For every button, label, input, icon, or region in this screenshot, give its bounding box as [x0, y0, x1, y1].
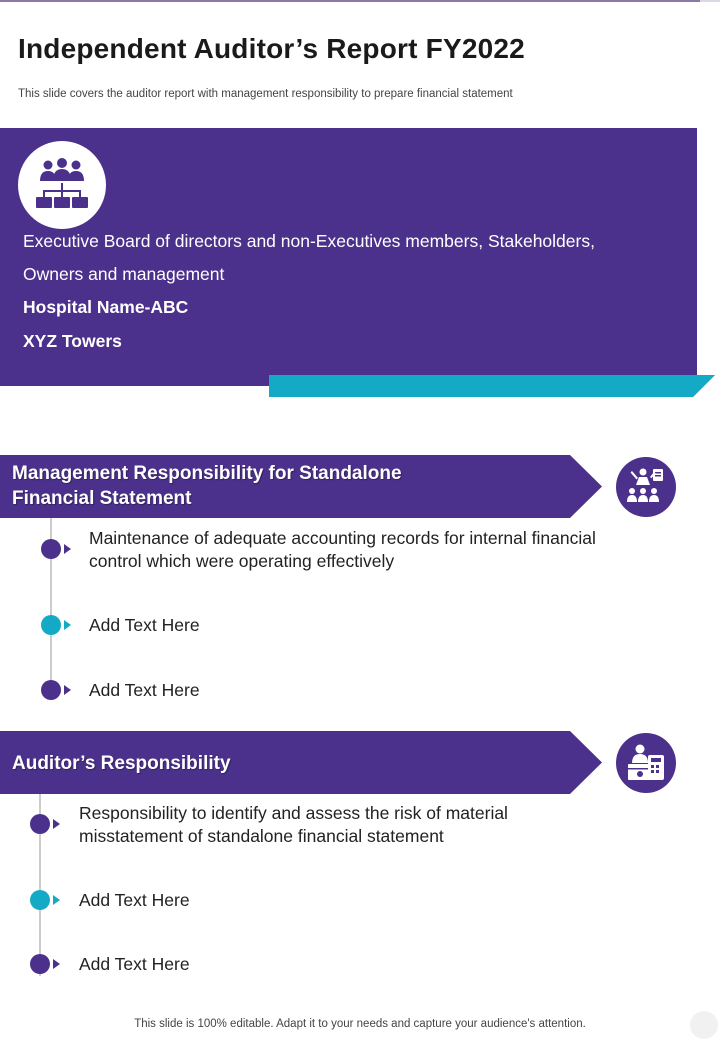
top-border-accent	[700, 0, 720, 2]
management-bullet-dot-3	[41, 680, 61, 700]
hospital-name: Hospital Name-ABC	[23, 297, 189, 317]
auditor-item-1-line-2: misstatement of standalone financial statement	[79, 826, 444, 846]
management-heading-line-1: Management Responsibility for Standalone	[12, 463, 402, 484]
management-item-3: Add Text Here	[89, 680, 200, 700]
footer-note: This slide is 100% editable. Adapt it to your needs and capture your audience's attention.	[134, 1018, 586, 1030]
management-item-1-line-2: control which were operating effectively	[89, 551, 395, 571]
cashier-desk-icon	[616, 733, 676, 793]
management-bullet-arrow-1	[64, 544, 71, 554]
auditor-bullet-arrow-3	[53, 959, 60, 969]
management-heading-line-2: Financial Statement	[12, 488, 192, 509]
management-heading	[12, 461, 402, 511]
auditor-item-2: Add Text Here	[79, 890, 190, 910]
auditor-bullet-dot-2	[30, 890, 50, 910]
addressee-line-2: Owners and management	[23, 264, 225, 284]
auditor-item-1	[79, 802, 508, 848]
teal-arrow-bar	[269, 375, 715, 397]
addressee-line-1: Executive Board of directors and non-Executives members, Stakeholders,	[23, 231, 595, 251]
page-title: Independent Auditor’s Report FY2022	[18, 33, 525, 64]
auditor-item-3: Add Text Here	[79, 954, 190, 974]
auditor-bullet-dot-1	[30, 814, 50, 834]
presenter-audience-icon	[616, 457, 676, 517]
management-bullet-dot-1	[41, 539, 61, 559]
management-item-2: Add Text Here	[89, 615, 200, 635]
management-item-1-line-1: Maintenance of adequate accounting records for internal financial	[89, 528, 596, 548]
management-item-1	[89, 527, 596, 573]
auditor-bullet-dot-3	[30, 954, 50, 974]
auditor-bullet-arrow-2	[53, 895, 60, 905]
organization-chart-icon	[18, 141, 106, 229]
corner-decoration	[690, 1011, 718, 1039]
hospital-location: XYZ Towers	[23, 331, 122, 351]
auditor-item-1-line-1: Responsibility to identify and assess the risk of material	[79, 803, 508, 823]
management-bullet-arrow-3	[64, 685, 71, 695]
management-bullet-arrow-2	[64, 620, 71, 630]
auditor-bullet-arrow-1	[53, 819, 60, 829]
management-bullet-dot-2	[41, 615, 61, 635]
auditor-heading: Auditor’s Responsibility	[12, 753, 231, 774]
top-border-line	[0, 0, 700, 2]
page-subtitle: This slide covers the auditor report with management responsibility to prepare financial statement	[18, 88, 513, 100]
